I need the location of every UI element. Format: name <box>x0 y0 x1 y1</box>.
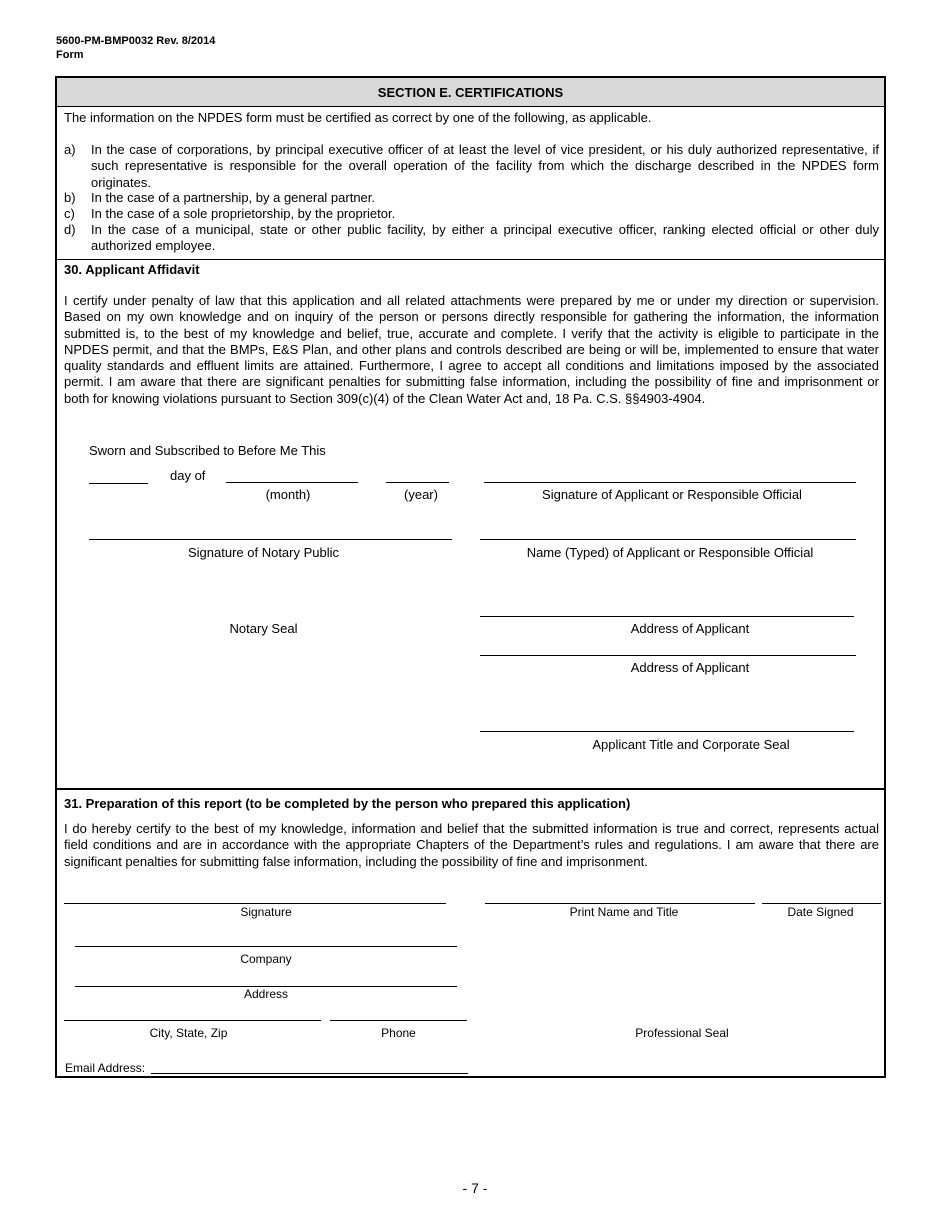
list-item-text: In the case of a partnership, by a general partner. <box>91 190 376 205</box>
email-line[interactable] <box>151 1073 468 1074</box>
applicant-name-label: Name (Typed) of Applicant or Responsible Official <box>526 545 814 560</box>
address-label-1: Address of Applicant <box>630 621 750 636</box>
applicant-signature-label: Signature of Applicant or Responsible Official <box>542 487 802 502</box>
list-item <box>64 190 879 207</box>
list-item <box>64 142 879 191</box>
affidavit-heading: 30. Applicant Affidavit <box>64 262 200 277</box>
list-item-text: In the case of a municipal, state or other public facility, by either a principal executive officer, ranking elected official or other duly authorized employee. <box>91 222 879 254</box>
print-name-label: Print Name and Title <box>569 905 679 919</box>
sworn-label: Sworn and Subscribed to Before Me This <box>89 443 326 458</box>
company-label: Company <box>240 952 292 966</box>
month-line[interactable] <box>226 482 358 483</box>
phone-line[interactable] <box>330 1020 467 1021</box>
email-label: Email Address: <box>65 1061 146 1075</box>
affidavit-text: I certify under penalty of law that this application and all related attachments were prepared by me or under my direction or supervision. Based on my own knowledge and on inquiry of the person or persons directly responsible for gathering the information, the information submitted is, to the best of my knowledge and belief, true, accurate and complete. I verify that the activity is eligible to participate in the NPDES permit, and that the BMPs, E&S Plan, and other plans and controls described are being or will be, implemented to ensure that water quality standards and effluent limits are attained. Furthermore, I agree to accept all conditions and limitations imposed by the associated permit. I am aware that there are significant penalties for submitting false information, including the possibility of fine and imprisonment or both for knowing violations pursuant to Section 309(c)(4) of the Clean Water Act and, 18 Pa. C.S. §§4903-4904. <box>64 293 879 406</box>
address-label-2: Address of Applicant <box>630 660 750 675</box>
form-code: 5600-PM-BMP0032 Rev. 8/2014 <box>56 35 216 47</box>
city-state-zip-label: City, State, Zip <box>149 1026 228 1040</box>
day-of-label: day of <box>170 468 206 483</box>
address-line-2[interactable] <box>480 655 856 656</box>
list-item-text: In the case of corporations, by principal executive officer of at least the level of vice president, or his duly authorized representative, if such representative is responsible for the overall operation of the facility from which the discharge described in the NPDES form originates. <box>91 142 879 190</box>
date-signed-line[interactable] <box>762 903 881 904</box>
day-line[interactable] <box>89 483 148 484</box>
city-state-zip-line[interactable] <box>64 1020 321 1021</box>
divider <box>57 259 884 260</box>
list-item <box>64 222 879 255</box>
list-item-label: b) <box>64 190 76 205</box>
phone-label: Phone <box>381 1026 416 1040</box>
print-name-line[interactable] <box>485 903 755 904</box>
preparation-text: I do hereby certify to the best of my knowledge, information and belief that the submitted information is true and correct, represents actual field conditions and are in accordance with the appropriate Chapters of the Department’s rules and regulations. I am aware that there are significant penalties for submitting false information, including the possibility of fine and imprisonment. <box>64 821 879 869</box>
preparer-signature-line[interactable] <box>64 903 446 904</box>
page-number: - 7 - <box>462 1180 488 1196</box>
date-signed-label: Date Signed <box>787 905 854 919</box>
year-line[interactable] <box>386 482 449 483</box>
month-label: (month) <box>265 487 311 502</box>
list-item-label: d) <box>64 222 76 237</box>
title-seal-line[interactable] <box>480 731 854 732</box>
section-intro: The information on the NPDES form must be certified as correct by one of the following, as applicable. <box>64 110 652 125</box>
address-line-1[interactable] <box>480 616 854 617</box>
form-label: Form <box>56 49 84 61</box>
year-label: (year) <box>404 487 438 502</box>
applicant-name-line[interactable] <box>480 539 856 540</box>
notary-seal-label: Notary Seal <box>229 621 298 636</box>
professional-seal-label: Professional Seal <box>635 1026 729 1040</box>
list-item-label: c) <box>64 206 75 221</box>
title-seal-label: Applicant Title and Corporate Seal <box>592 737 790 752</box>
preparer-signature-label: Signature <box>240 905 292 919</box>
address-label: Address <box>243 987 289 1001</box>
notary-signature-line[interactable] <box>89 539 452 540</box>
preparation-heading: 31. Preparation of this report (to be completed by the person who prepared this application) <box>64 796 631 811</box>
notary-signature-label: Signature of Notary Public <box>187 545 340 560</box>
section-title: SECTION E. CERTIFICATIONS <box>57 78 884 107</box>
list-item-text: In the case of a sole proprietorship, by the proprietor. <box>91 206 396 221</box>
list-item-label: a) <box>64 142 76 157</box>
applicant-signature-line[interactable] <box>484 482 856 483</box>
divider <box>57 788 884 790</box>
list-item <box>64 206 879 223</box>
company-line[interactable] <box>75 946 457 947</box>
